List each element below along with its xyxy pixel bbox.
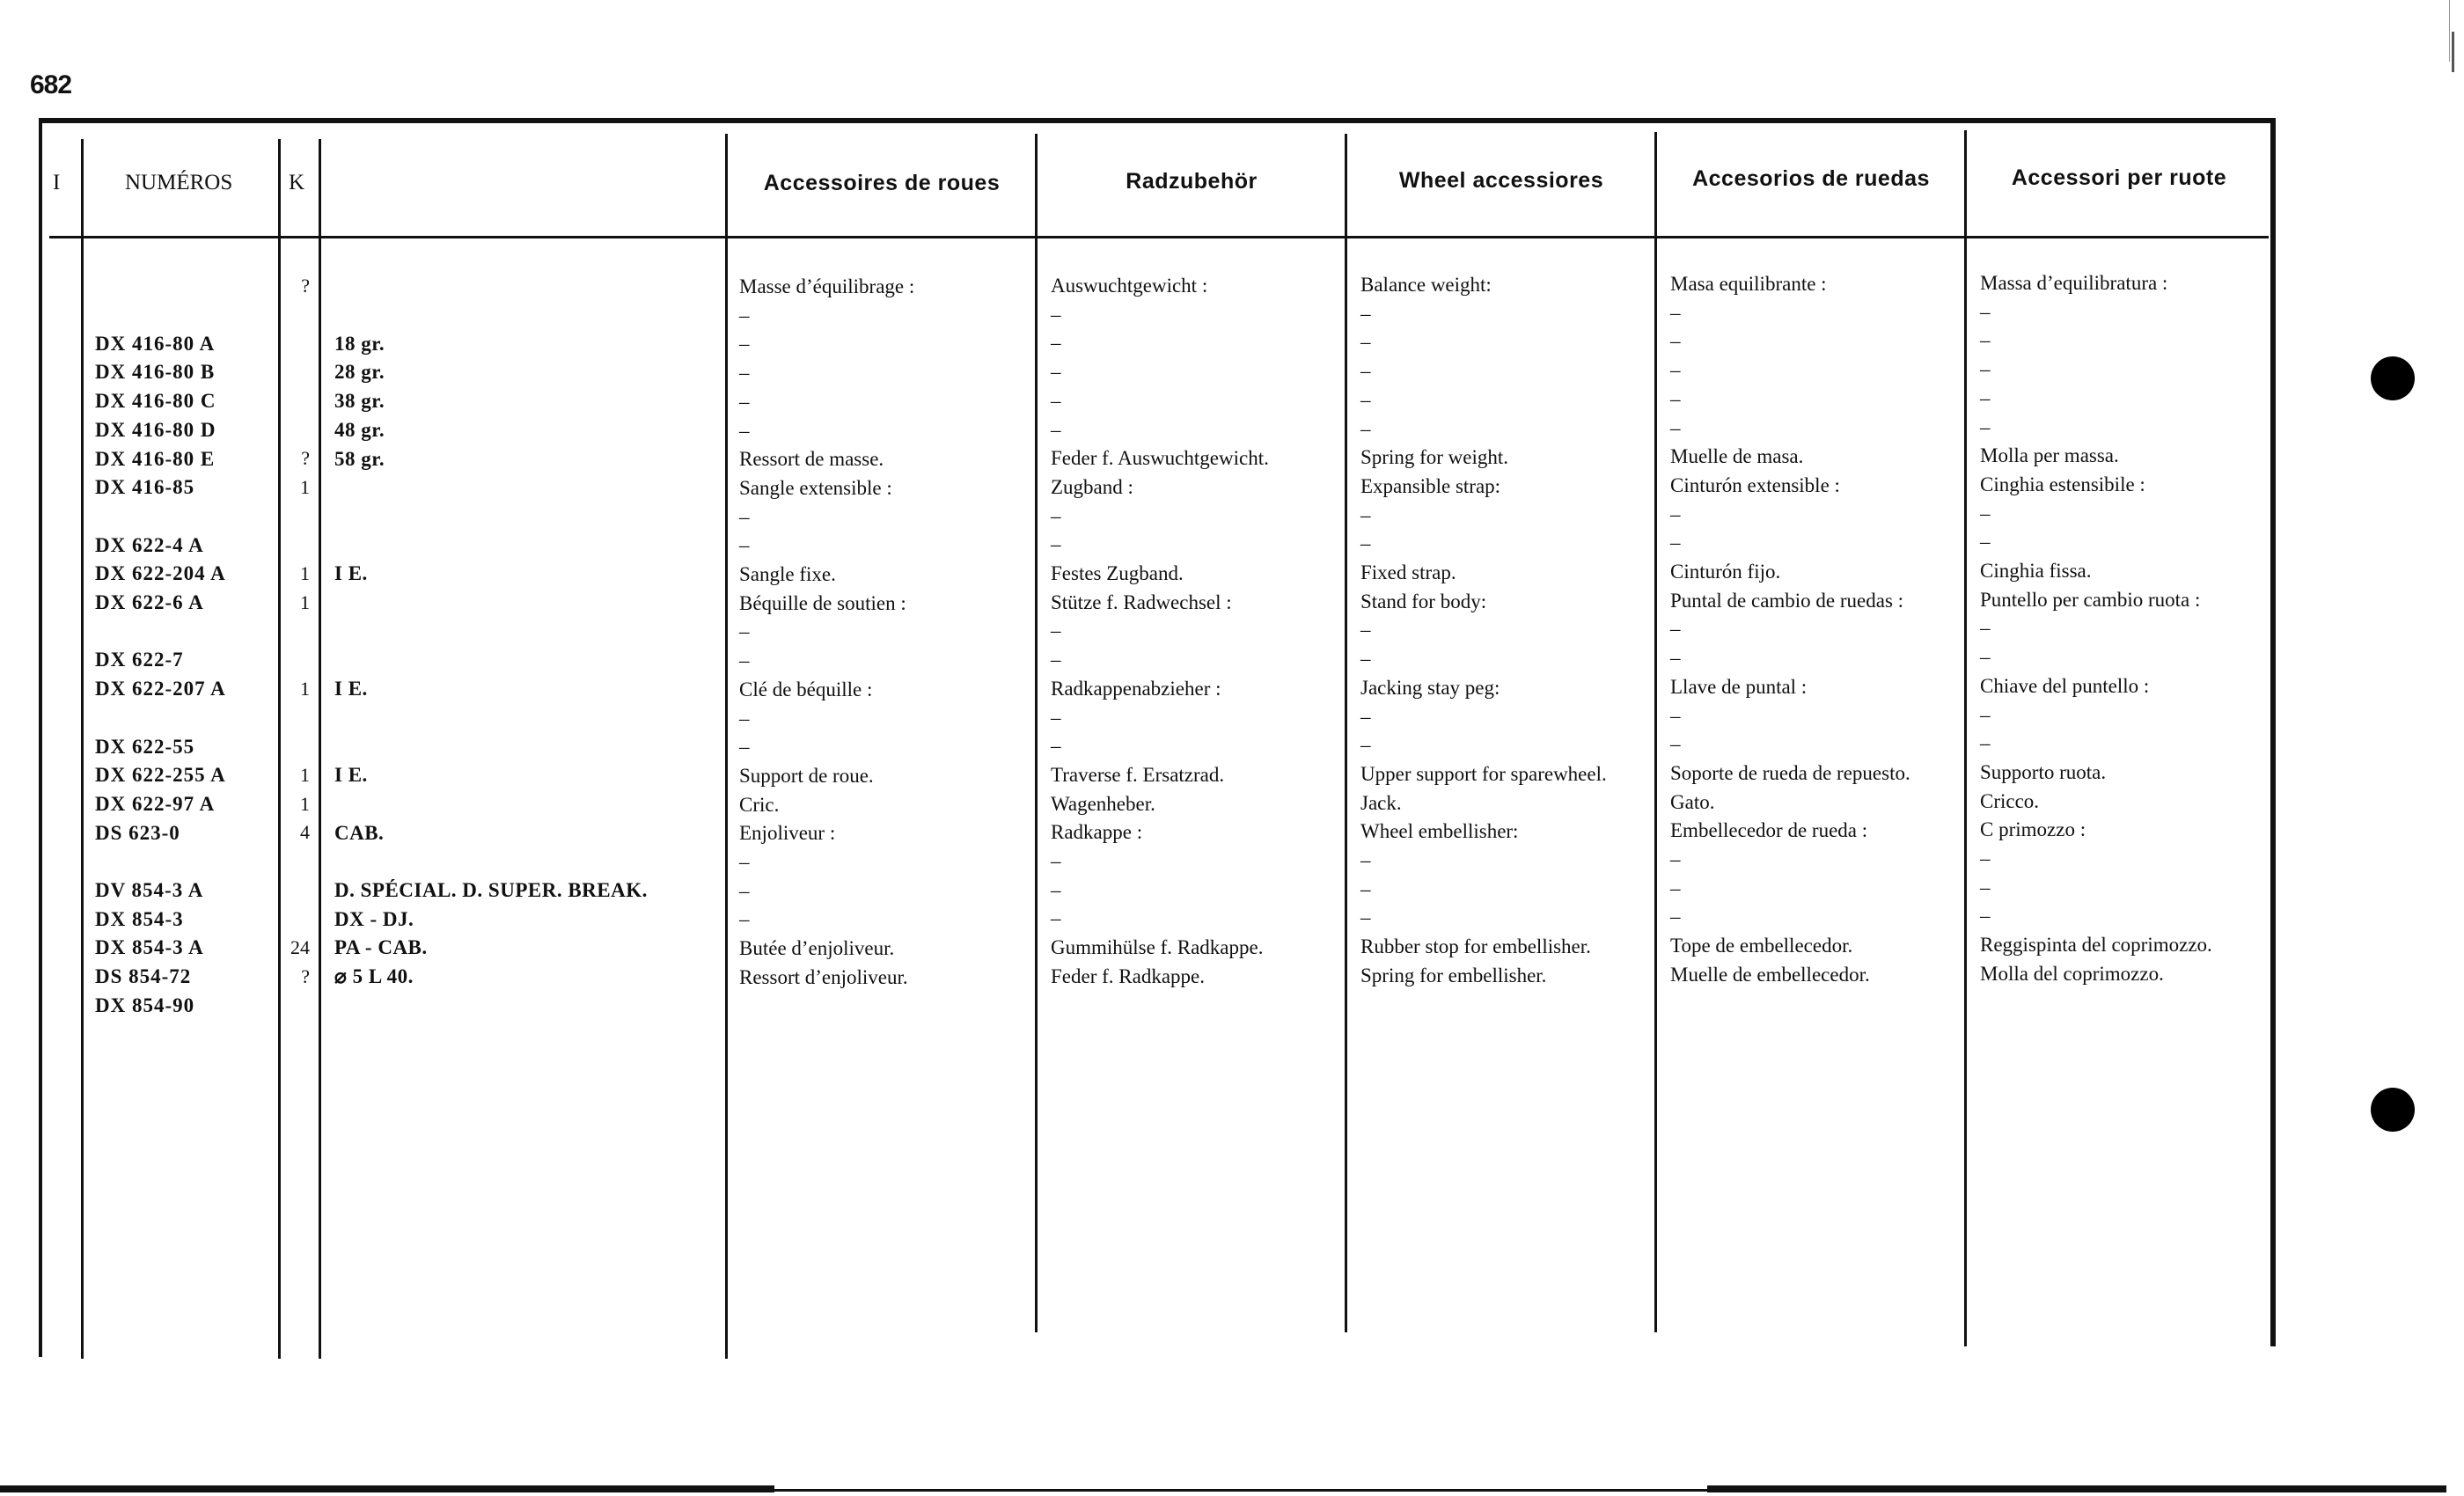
- description-fr: –: [739, 506, 750, 528]
- part-number: DX 416-80 A: [95, 333, 216, 355]
- description-es: –: [1670, 705, 1681, 727]
- description-fr: –: [739, 333, 750, 355]
- description-en: –: [1360, 734, 1371, 756]
- description-en: Spring for embellisher.: [1360, 964, 1547, 986]
- description-en: –: [1360, 331, 1371, 353]
- description-it: Massa d’equilibratura :: [1980, 272, 2168, 294]
- part-number: DX 622-55: [95, 736, 195, 758]
- variant-note: 38 gr.: [334, 390, 385, 412]
- description-es: Muelle de masa.: [1670, 445, 1804, 467]
- header-lang-en: Wheel accessiores: [1398, 167, 1604, 193]
- description-de: –: [1051, 735, 1061, 757]
- variant-note: I E.: [334, 678, 368, 700]
- quantity: 1: [300, 678, 310, 700]
- description-de: –: [1051, 879, 1061, 901]
- description-es: Cinturón extensible :: [1670, 474, 1840, 496]
- header-lang-de: Radzubehör: [1126, 168, 1258, 194]
- description-en: –: [1360, 878, 1371, 900]
- variant-note: D. SPÉCIAL. D. SUPER. BREAK.: [334, 879, 648, 901]
- description-es: –: [1670, 388, 1681, 410]
- description-en: –: [1360, 619, 1371, 641]
- quantity: 1: [300, 591, 310, 613]
- description-it: –: [1980, 704, 1991, 726]
- description-it: Cricco.: [1980, 790, 2040, 812]
- description-de: Festes Zugband.: [1051, 562, 1184, 584]
- description-de: Feder f. Auswuchtgewicht.: [1051, 447, 1269, 469]
- description-it: Chiave del puntello :: [1980, 675, 2150, 697]
- part-number: DV 854-3 A: [95, 879, 204, 901]
- description-it: –: [1980, 387, 1991, 409]
- description-it: Cinghia fissa.: [1980, 560, 2092, 582]
- description-es: –: [1670, 906, 1681, 928]
- description-fr: Support de roue.: [739, 765, 874, 787]
- part-number: DX 622-6 A: [95, 591, 204, 613]
- description-fr: –: [739, 708, 750, 730]
- description-es: Muelle de embellecedor.: [1670, 964, 1870, 986]
- description-es: –: [1670, 330, 1681, 352]
- description-de: –: [1051, 649, 1061, 671]
- description-de: Radkappe :: [1051, 821, 1143, 843]
- description-de: Wagenheber.: [1051, 793, 1155, 815]
- description-it: –: [1980, 329, 1991, 351]
- description-en: –: [1360, 648, 1371, 670]
- quantity: ?: [301, 965, 310, 987]
- description-it: –: [1980, 358, 1991, 380]
- quantity: 1: [300, 476, 310, 498]
- description-it: Cinghia estensibile :: [1980, 473, 2145, 495]
- header-index: I: [53, 171, 61, 194]
- description-de: Traverse f. Ersatzrad.: [1051, 764, 1225, 786]
- description-de: –: [1051, 332, 1061, 354]
- header-lang-fr: Accessoires de roues: [763, 170, 1001, 195]
- column-divider: [1964, 130, 1967, 1346]
- description-it: –: [1980, 646, 1991, 668]
- description-en: –: [1360, 706, 1371, 728]
- description-it: Molla del coprimozzo.: [1980, 963, 2164, 985]
- part-number: DX 416-80 C: [95, 390, 216, 412]
- description-fr: Ressort d’enjoliveur.: [739, 966, 908, 988]
- description-fr: –: [739, 736, 750, 758]
- column-divider: [1035, 134, 1038, 1332]
- description-fr: –: [739, 362, 750, 384]
- description-en: Expansible strap:: [1360, 475, 1501, 497]
- description-es: Masa equilibrante :: [1670, 273, 1827, 295]
- description-it: C primozzo :: [1980, 818, 2086, 840]
- description-it: –: [1980, 732, 1991, 754]
- description-es: –: [1670, 733, 1681, 755]
- description-en: –: [1360, 849, 1371, 871]
- variant-note: PA - CAB.: [334, 936, 428, 958]
- description-fr: –: [739, 304, 750, 326]
- description-it: Supporto ruota.: [1980, 761, 2107, 783]
- description-fr: Butée d’enjoliveur.: [739, 937, 895, 959]
- description-fr: Enjoliveur :: [739, 822, 836, 844]
- frame-top-rule: [39, 118, 2274, 123]
- description-es: –: [1670, 877, 1681, 899]
- header-qty: K: [289, 171, 305, 194]
- description-en: Wheel embellisher:: [1360, 820, 1519, 842]
- description-en: Jacking stay peg:: [1360, 677, 1500, 699]
- description-de: –: [1051, 361, 1061, 383]
- bottom-rule: [774, 1489, 1707, 1492]
- description-es: –: [1670, 417, 1681, 439]
- description-it: Reggispinta del coprimozzo.: [1980, 934, 2212, 956]
- description-de: –: [1051, 907, 1061, 929]
- description-en: Stand for body:: [1360, 590, 1487, 612]
- quantity: 4: [300, 821, 310, 843]
- part-number: DX 854-3 A: [95, 936, 204, 958]
- description-fr: –: [739, 908, 750, 930]
- variant-note: I E.: [334, 764, 368, 786]
- description-es: –: [1670, 503, 1681, 525]
- description-de: –: [1051, 390, 1061, 412]
- description-it: –: [1980, 531, 1991, 553]
- description-es: Puntal de cambio de ruedas :: [1670, 590, 1904, 612]
- variant-note: CAB.: [334, 822, 385, 844]
- quantity: 1: [300, 764, 310, 786]
- header-lang-it: Accessori per ruote: [2011, 165, 2227, 190]
- description-es: –: [1670, 532, 1681, 554]
- description-en: Upper support for sparewheel.: [1360, 763, 1607, 785]
- part-number: DX 854-3: [95, 908, 184, 930]
- column-divider: [278, 139, 281, 1359]
- page-number: 682: [30, 70, 72, 99]
- column-divider: [319, 139, 321, 1359]
- description-it: –: [1980, 416, 1991, 438]
- quantity: ?: [301, 447, 310, 469]
- description-es: Soporte de rueda de repuesto.: [1670, 762, 1910, 784]
- variant-note: 48 gr.: [334, 419, 385, 441]
- frame-left-rule: [39, 118, 42, 1357]
- description-fr: –: [739, 391, 750, 413]
- quantity: 24: [290, 936, 310, 958]
- description-es: –: [1670, 302, 1681, 324]
- description-it: –: [1980, 502, 1991, 524]
- punch-hole: [2371, 1088, 2415, 1132]
- description-de: –: [1051, 850, 1061, 872]
- description-de: –: [1051, 505, 1061, 527]
- description-fr: Sangle fixe.: [739, 563, 836, 585]
- description-it: –: [1980, 905, 1991, 927]
- header-rule: [49, 236, 2269, 238]
- description-de: –: [1051, 620, 1061, 642]
- part-number: DX 416-80 D: [95, 419, 216, 441]
- quantity: 1: [300, 793, 310, 815]
- description-it: –: [1980, 301, 1991, 323]
- description-es: Cinturón fijo.: [1670, 561, 1781, 583]
- description-es: –: [1670, 848, 1681, 870]
- column-divider: [81, 139, 84, 1359]
- description-en: Balance weight:: [1360, 274, 1492, 296]
- description-fr: Ressort de masse.: [739, 448, 884, 470]
- variant-note: 58 gr.: [334, 448, 385, 470]
- quantity: 1: [300, 562, 310, 584]
- description-en: –: [1360, 360, 1371, 382]
- description-de: Feder f. Radkappe.: [1051, 965, 1205, 987]
- part-number: DS 623-0: [95, 822, 180, 844]
- part-number: DX 622-207 A: [95, 678, 226, 700]
- description-it: Puntello per cambio ruota :: [1980, 589, 2201, 611]
- description-en: –: [1360, 303, 1371, 325]
- description-en: –: [1360, 418, 1371, 440]
- description-en: Spring for weight.: [1360, 446, 1509, 468]
- description-fr: –: [739, 880, 750, 902]
- description-it: Molla per massa.: [1980, 444, 2119, 466]
- description-it: –: [1980, 876, 1991, 898]
- variant-note: I E.: [334, 562, 368, 584]
- description-es: Tope de embellecedor.: [1670, 935, 1853, 957]
- variant-note: 28 gr.: [334, 361, 385, 383]
- description-de: Stütze f. Radwechsel :: [1051, 591, 1232, 613]
- description-fr: –: [739, 620, 750, 642]
- variant-note: DX - DJ.: [334, 908, 414, 930]
- description-fr: Cric.: [739, 794, 780, 816]
- description-de: Radkappenabzieher :: [1051, 678, 1221, 700]
- part-number: DX 416-85: [95, 476, 195, 498]
- part-number: DS 854-72: [95, 965, 192, 987]
- quantity: ?: [301, 275, 310, 297]
- column-divider: [1654, 132, 1657, 1332]
- description-fr: Clé de béquille :: [739, 678, 873, 700]
- description-fr: Masse d’équilibrage :: [739, 275, 915, 297]
- description-en: Fixed strap.: [1360, 561, 1456, 583]
- part-number: DX 622-204 A: [95, 562, 226, 584]
- description-it: –: [1980, 847, 1991, 869]
- part-number: DX 622-4 A: [95, 534, 204, 556]
- description-en: Jack.: [1360, 792, 1402, 814]
- description-fr: –: [739, 420, 750, 442]
- description-de: Auswuchtgewicht :: [1051, 275, 1208, 297]
- bottom-rule: [1707, 1485, 2446, 1492]
- description-fr: –: [739, 649, 750, 671]
- description-de: Zugband :: [1051, 476, 1133, 498]
- part-number: DX 416-80 E: [95, 448, 216, 470]
- description-es: –: [1670, 647, 1681, 669]
- description-en: –: [1360, 532, 1371, 554]
- header-lang-es: Accesorios de ruedas: [1692, 165, 1930, 191]
- description-fr: Sangle extensible :: [739, 477, 892, 499]
- description-es: –: [1670, 618, 1681, 640]
- description-es: –: [1670, 359, 1681, 381]
- column-divider: [725, 134, 728, 1359]
- part-number: DX 622-97 A: [95, 793, 216, 815]
- description-de: –: [1051, 304, 1061, 326]
- description-it: –: [1980, 617, 1991, 639]
- punch-hole: [2371, 356, 2415, 400]
- description-fr: –: [739, 534, 750, 556]
- description-es: Embellecedor de rueda :: [1670, 819, 1868, 841]
- description-en: –: [1360, 389, 1371, 411]
- description-es: Llave de puntal :: [1670, 676, 1808, 698]
- description-de: –: [1051, 419, 1061, 441]
- description-en: –: [1360, 906, 1371, 928]
- column-divider: [1345, 134, 1347, 1332]
- frame-right-rule: [2270, 118, 2276, 1346]
- description-es: Gato.: [1670, 791, 1715, 813]
- description-de: Gummihülse f. Radkappe.: [1051, 936, 1264, 958]
- description-en: –: [1360, 504, 1371, 526]
- part-number: DX 854-90: [95, 994, 195, 1016]
- description-de: –: [1051, 533, 1061, 555]
- description-fr: –: [739, 851, 750, 873]
- variant-note: 18 gr.: [334, 333, 385, 355]
- edge-line: [2449, 0, 2450, 62]
- description-en: Rubber stop for embellisher.: [1360, 935, 1591, 957]
- part-number: DX 622-7: [95, 649, 184, 671]
- part-number: DX 622-255 A: [95, 764, 226, 786]
- edge-mark: [2452, 32, 2454, 72]
- bottom-rule: [0, 1485, 774, 1492]
- description-fr: Béquille de soutien :: [739, 592, 906, 614]
- variant-note: ⌀ 5 L 40.: [334, 965, 414, 987]
- description-de: –: [1051, 707, 1061, 729]
- header-numbers: NUMÉROS: [125, 171, 233, 194]
- part-number: DX 416-80 B: [95, 361, 216, 383]
